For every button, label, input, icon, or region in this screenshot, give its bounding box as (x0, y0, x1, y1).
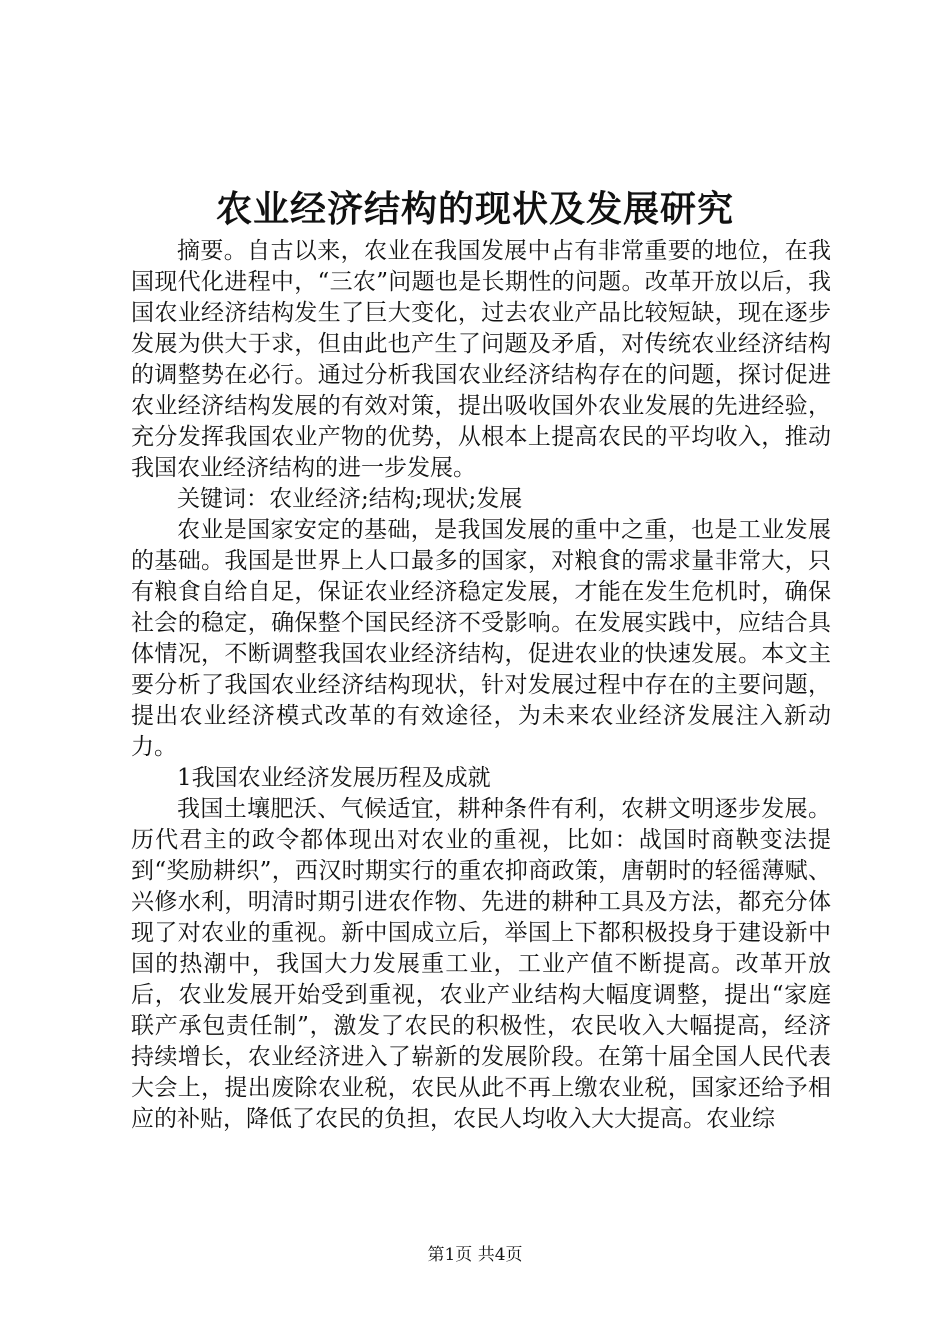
section-heading: 1我国农业经济发展历程及成就 (177, 765, 491, 791)
document-title: 农业经济结构的现状及发展研究 (215, 188, 734, 230)
document-body (131, 236, 831, 1135)
abstract-paragraph: 摘要。自古以来，农业在我国发展中占有非常重要的地位，在我国现代化进程中，“三农”问题也是长期性的问题。改革开放以后，我国农业经济结构发生了巨大变化，过去农业产品比较短缺，现在逐步发展为供大于求，但由此也产生了问题及矛盾，对传统农业经济结构的调整势在必行。通过分析我国农业经济结构存在的问题，探讨促进农业经济结构发展的有效对策，提出吸收国外农业发展的先进经验，充分发挥我国农业产物的优势，从根本上提高农民的平均收入，推动我国农业经济结构的进一步发展。 (131, 238, 831, 481)
page-number-footer: 第1页 共4页 (427, 1245, 523, 1265)
keywords-paragraph: 关键词：农业经济;结构;现状;发展 (177, 486, 523, 512)
intro-paragraph: 农业是国家安定的基础，是我国发展的重中之重，也是工业发展的基础。我国是世界上人口最多的国家，对粮食的需求量非常大，只有粮食自给自足，保证农业经济稳定发展，才能在发生危机时，确保社会的稳定，确保整个国民经济不受影响。在发展实践中，应结合具体情况，不断调整我国农业经济结构，促进农业的快速发展。本文主要分析了我国农业经济结构现状，针对发展过程中存在的主要问题，提出农业经济模式改革的有效途径，为未来农业经济发展注入新动力。 (131, 517, 831, 760)
section-paragraph: 我国土壤肥沃、气候适宜，耕种条件有利，农耕文明逐步发展。历代君主的政令都体现出对农业的重视，比如：战国时商鞅变法提到“奖励耕织”，西汉时期实行的重农抑商政策，唐朝时的轻徭薄赋、兴修水利，明清时期引进农作物、先进的耕种工具及方法，都充分体现了对农业的重视。新中国成立后，举国上下都积极投身于建设新中国的热潮中，我国大力发展重工业，工业产值不断提高。改革开放后，农业发展开始受到重视，农业产业结构大幅度调整，提出“家庭联产承包责任制”，激发了农民的积极性，农民收入大幅提高，经济持续增长，农业经济进入了崭新的发展阶段。在第十届全国人民代表大会上，提出废除农业税，农民从此不再上缴农业税，国家还给予相应的补贴，降低了农民的负担，农民人均收入大大提高。农业综 (131, 796, 831, 1132)
